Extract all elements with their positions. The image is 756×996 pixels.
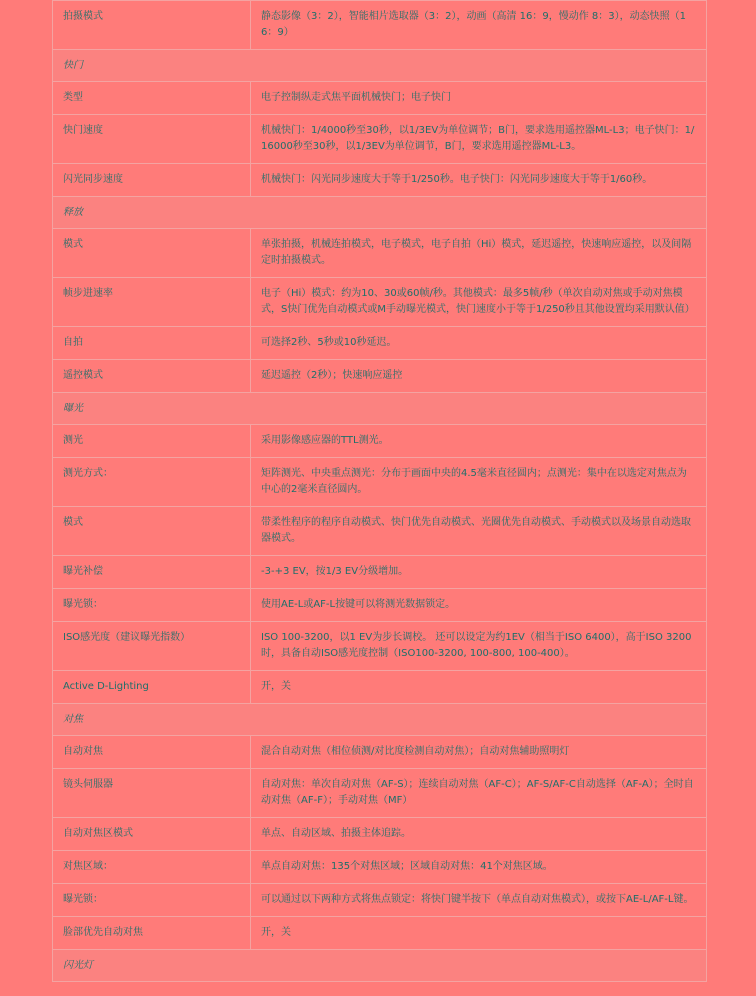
- section-header-row: [53, 950, 707, 982]
- spec-value: 混合自动对焦（相位侦测/对比度检测自动对焦）；自动对焦辅助照明灯: [251, 736, 707, 769]
- spec-value: 单点、自动区域、拍摄主体追踪。: [251, 818, 707, 851]
- spec-label: 镜头伺服器: [53, 769, 251, 818]
- spec-value: 开，关: [251, 671, 707, 704]
- spec-value: 单张拍摄，机械连拍模式，电子模式，电子自拍（Hi）模式，延迟遥控，快速响应遥控，以及间隔定时拍摄模式。: [251, 229, 707, 278]
- spec-row: [53, 458, 707, 507]
- spec-row: [53, 851, 707, 884]
- spec-value: 静态影像（3：2），智能相片选取器（3：2），动画（高清 16：9，慢动作 8：3），动态快照（16：9）: [251, 1, 707, 50]
- spec-row: [53, 917, 707, 950]
- spec-label: 快门速度: [53, 115, 251, 164]
- spec-label: ISO感光度（建议曝光指数）: [53, 622, 251, 671]
- spec-label: 闪光同步速度: [53, 164, 251, 197]
- spec-row: [53, 82, 707, 115]
- section-header-row: [53, 393, 707, 425]
- spec-value: 开，关: [251, 917, 707, 950]
- spec-value: ISO 100-3200，以1 EV为步长调校。 还可以设定为约1EV（相当于ISO 6400），高于ISO 3200时，具备自动ISO感光度控制（ISO100-3200, 100-800, 100-400）。: [251, 622, 707, 671]
- spec-value: -3-+3 EV，按1/3 EV分级增加。: [251, 556, 707, 589]
- spec-row: [53, 115, 707, 164]
- spec-value: 矩阵测光、中央重点测光：分布于画面中央的4.5毫米直径圆内；点测光：集中在以选定对焦点为中心的2毫米直径圆内。: [251, 458, 707, 507]
- spec-row: [53, 327, 707, 360]
- spec-row: [53, 884, 707, 917]
- section-title: 对焦: [53, 704, 707, 736]
- spec-value: 电子控制纵走式焦平面机械快门；电子快门: [251, 82, 707, 115]
- spec-row: [53, 622, 707, 671]
- section-title: 闪光灯: [53, 950, 707, 982]
- spec-label: 模式: [53, 229, 251, 278]
- spec-row: [53, 425, 707, 458]
- spec-table-container: [52, 0, 706, 982]
- spec-row: [53, 818, 707, 851]
- section-header-row: [53, 704, 707, 736]
- spec-label: 曝光锁：: [53, 589, 251, 622]
- spec-value: 采用影像感应器的TTL测光。: [251, 425, 707, 458]
- spec-row: [53, 360, 707, 393]
- spec-label: 自动对焦区模式: [53, 818, 251, 851]
- spec-row: [53, 769, 707, 818]
- spec-row: [53, 736, 707, 769]
- spec-label: 对焦区域：: [53, 851, 251, 884]
- spec-value: 带柔性程序的程序自动模式、快门优先自动模式、光圈优先自动模式、手动模式以及场景自动选取器模式。: [251, 507, 707, 556]
- spec-table-body: [53, 1, 707, 982]
- spec-label: 帧步进速率: [53, 278, 251, 327]
- section-header-row: [53, 197, 707, 229]
- spec-label: 测光: [53, 425, 251, 458]
- spec-row: [53, 556, 707, 589]
- spec-label: 自动对焦: [53, 736, 251, 769]
- spec-label: 测光方式：: [53, 458, 251, 507]
- spec-row: [53, 589, 707, 622]
- spec-row: [53, 229, 707, 278]
- spec-table: [52, 0, 707, 982]
- spec-row: [53, 671, 707, 704]
- section-title: 曝光: [53, 393, 707, 425]
- spec-row: [53, 1, 707, 50]
- spec-label: 脸部优先自动对焦: [53, 917, 251, 950]
- spec-row: [53, 507, 707, 556]
- spec-label: 自拍: [53, 327, 251, 360]
- spec-label: 曝光补偿: [53, 556, 251, 589]
- spec-label: 模式: [53, 507, 251, 556]
- spec-label: Active D-Lighting: [53, 671, 251, 704]
- spec-value: 自动对焦：单次自动对焦（AF-S）；连续自动对焦（AF-C）；AF-S/AF-C自动选择（AF-A）；全时自动对焦（AF-F）；手动对焦（MF）: [251, 769, 707, 818]
- spec-label: 类型: [53, 82, 251, 115]
- spec-value: 可选择2秒、5秒或10秒延迟。: [251, 327, 707, 360]
- spec-row: [53, 278, 707, 327]
- section-title: 释放: [53, 197, 707, 229]
- section-title: 快门: [53, 50, 707, 82]
- spec-value: 机械快门：1/4000秒至30秒，以1/3EV为单位调节；B门，要求选用遥控器ML-L3；电子快门：1/16000秒至30秒，以1/3EV为单位调节，B门，要求选用遥控器ML-L3。: [251, 115, 707, 164]
- spec-label: 曝光锁：: [53, 884, 251, 917]
- spec-label: 遥控模式: [53, 360, 251, 393]
- section-header-row: [53, 50, 707, 82]
- spec-label: 拍摄模式: [53, 1, 251, 50]
- spec-value: 可以通过以下两种方式将焦点锁定：将快门键半按下（单点自动对焦模式），或按下AE-L/AF-L键。: [251, 884, 707, 917]
- spec-row: [53, 164, 707, 197]
- spec-value: 使用AE-L或AF-L按键可以将测光数据锁定。: [251, 589, 707, 622]
- spec-value: 电子（Hi）模式：约为10、30或60帧/秒。其他模式：最多5帧/秒（单次自动对焦或手动对焦模式，S快门优先自动模式或M手动曝光模式，快门速度小于等于1/250秒且其他设置均采用默认值）: [251, 278, 707, 327]
- spec-value: 机械快门：闪光同步速度大于等于1/250秒。电子快门：闪光同步速度大于等于1/60秒。: [251, 164, 707, 197]
- spec-value: 单点自动对焦：135个对焦区域；区域自动对焦：41个对焦区域。: [251, 851, 707, 884]
- spec-value: 延迟遥控（2秒）；快速响应遥控: [251, 360, 707, 393]
